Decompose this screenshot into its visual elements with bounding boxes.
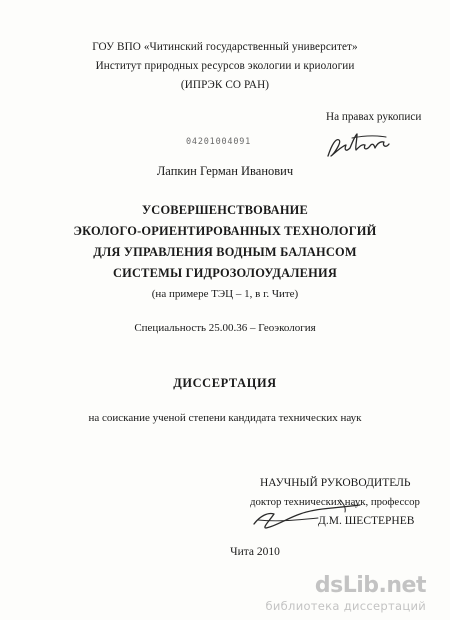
author-name: Лапкин Герман Иванович bbox=[156, 164, 294, 178]
site-watermark bbox=[265, 575, 426, 613]
watermark-logo: dsLib.net bbox=[314, 573, 426, 598]
title-line-2: ЭКОЛОГО-ОРИЕНТИРОВАННЫХ ТЕХНОЛОГИЙ bbox=[73, 224, 377, 238]
title-subtitle: (на примере ТЭЦ – 1, в г. Чите) bbox=[151, 288, 299, 300]
degree-statement: на соискание ученой степени кандидата технических наук bbox=[88, 412, 362, 424]
supervisor-block bbox=[250, 474, 420, 531]
watermark-caption: библиотека диссертаций bbox=[265, 599, 426, 613]
institute-name: Институт природных ресурсов экологии и криологии bbox=[95, 60, 355, 72]
title-line-3: ДЛЯ УПРАВЛЕНИЯ ВОДНЫМ БАЛАНСОМ bbox=[93, 245, 357, 259]
institute-abbreviation: (ИПРЭК СО РАН) bbox=[180, 79, 270, 91]
manuscript-rights-note: На правах рукописи bbox=[326, 111, 422, 123]
specialty: Специальность 25.00.36 – Геоэкология bbox=[134, 322, 316, 334]
city-and-year: Чита 2010 bbox=[230, 546, 280, 558]
document-type: ДИССЕРТАЦИЯ bbox=[173, 376, 277, 390]
author-signature bbox=[322, 126, 394, 164]
supervisor-credentials: доктор технических наук, профессор bbox=[250, 496, 420, 508]
registration-code: 04201004091 bbox=[186, 137, 252, 147]
university-name: ГОУ ВПО «Читинский государственный университет» bbox=[92, 41, 358, 53]
supervisor-name: Д.М. ШЕСТЕРНЕВ bbox=[318, 515, 415, 527]
supervisor-role: НАУЧНЫЙ РУКОВОДИТЕЛЬ bbox=[260, 477, 411, 489]
title-line-1: УСОВЕРШЕНСТВОВАНИЕ bbox=[142, 203, 308, 217]
title-line-4: СИСТЕМЫ ГИДРОЗОЛОУДАЛЕНИЯ bbox=[113, 266, 337, 280]
